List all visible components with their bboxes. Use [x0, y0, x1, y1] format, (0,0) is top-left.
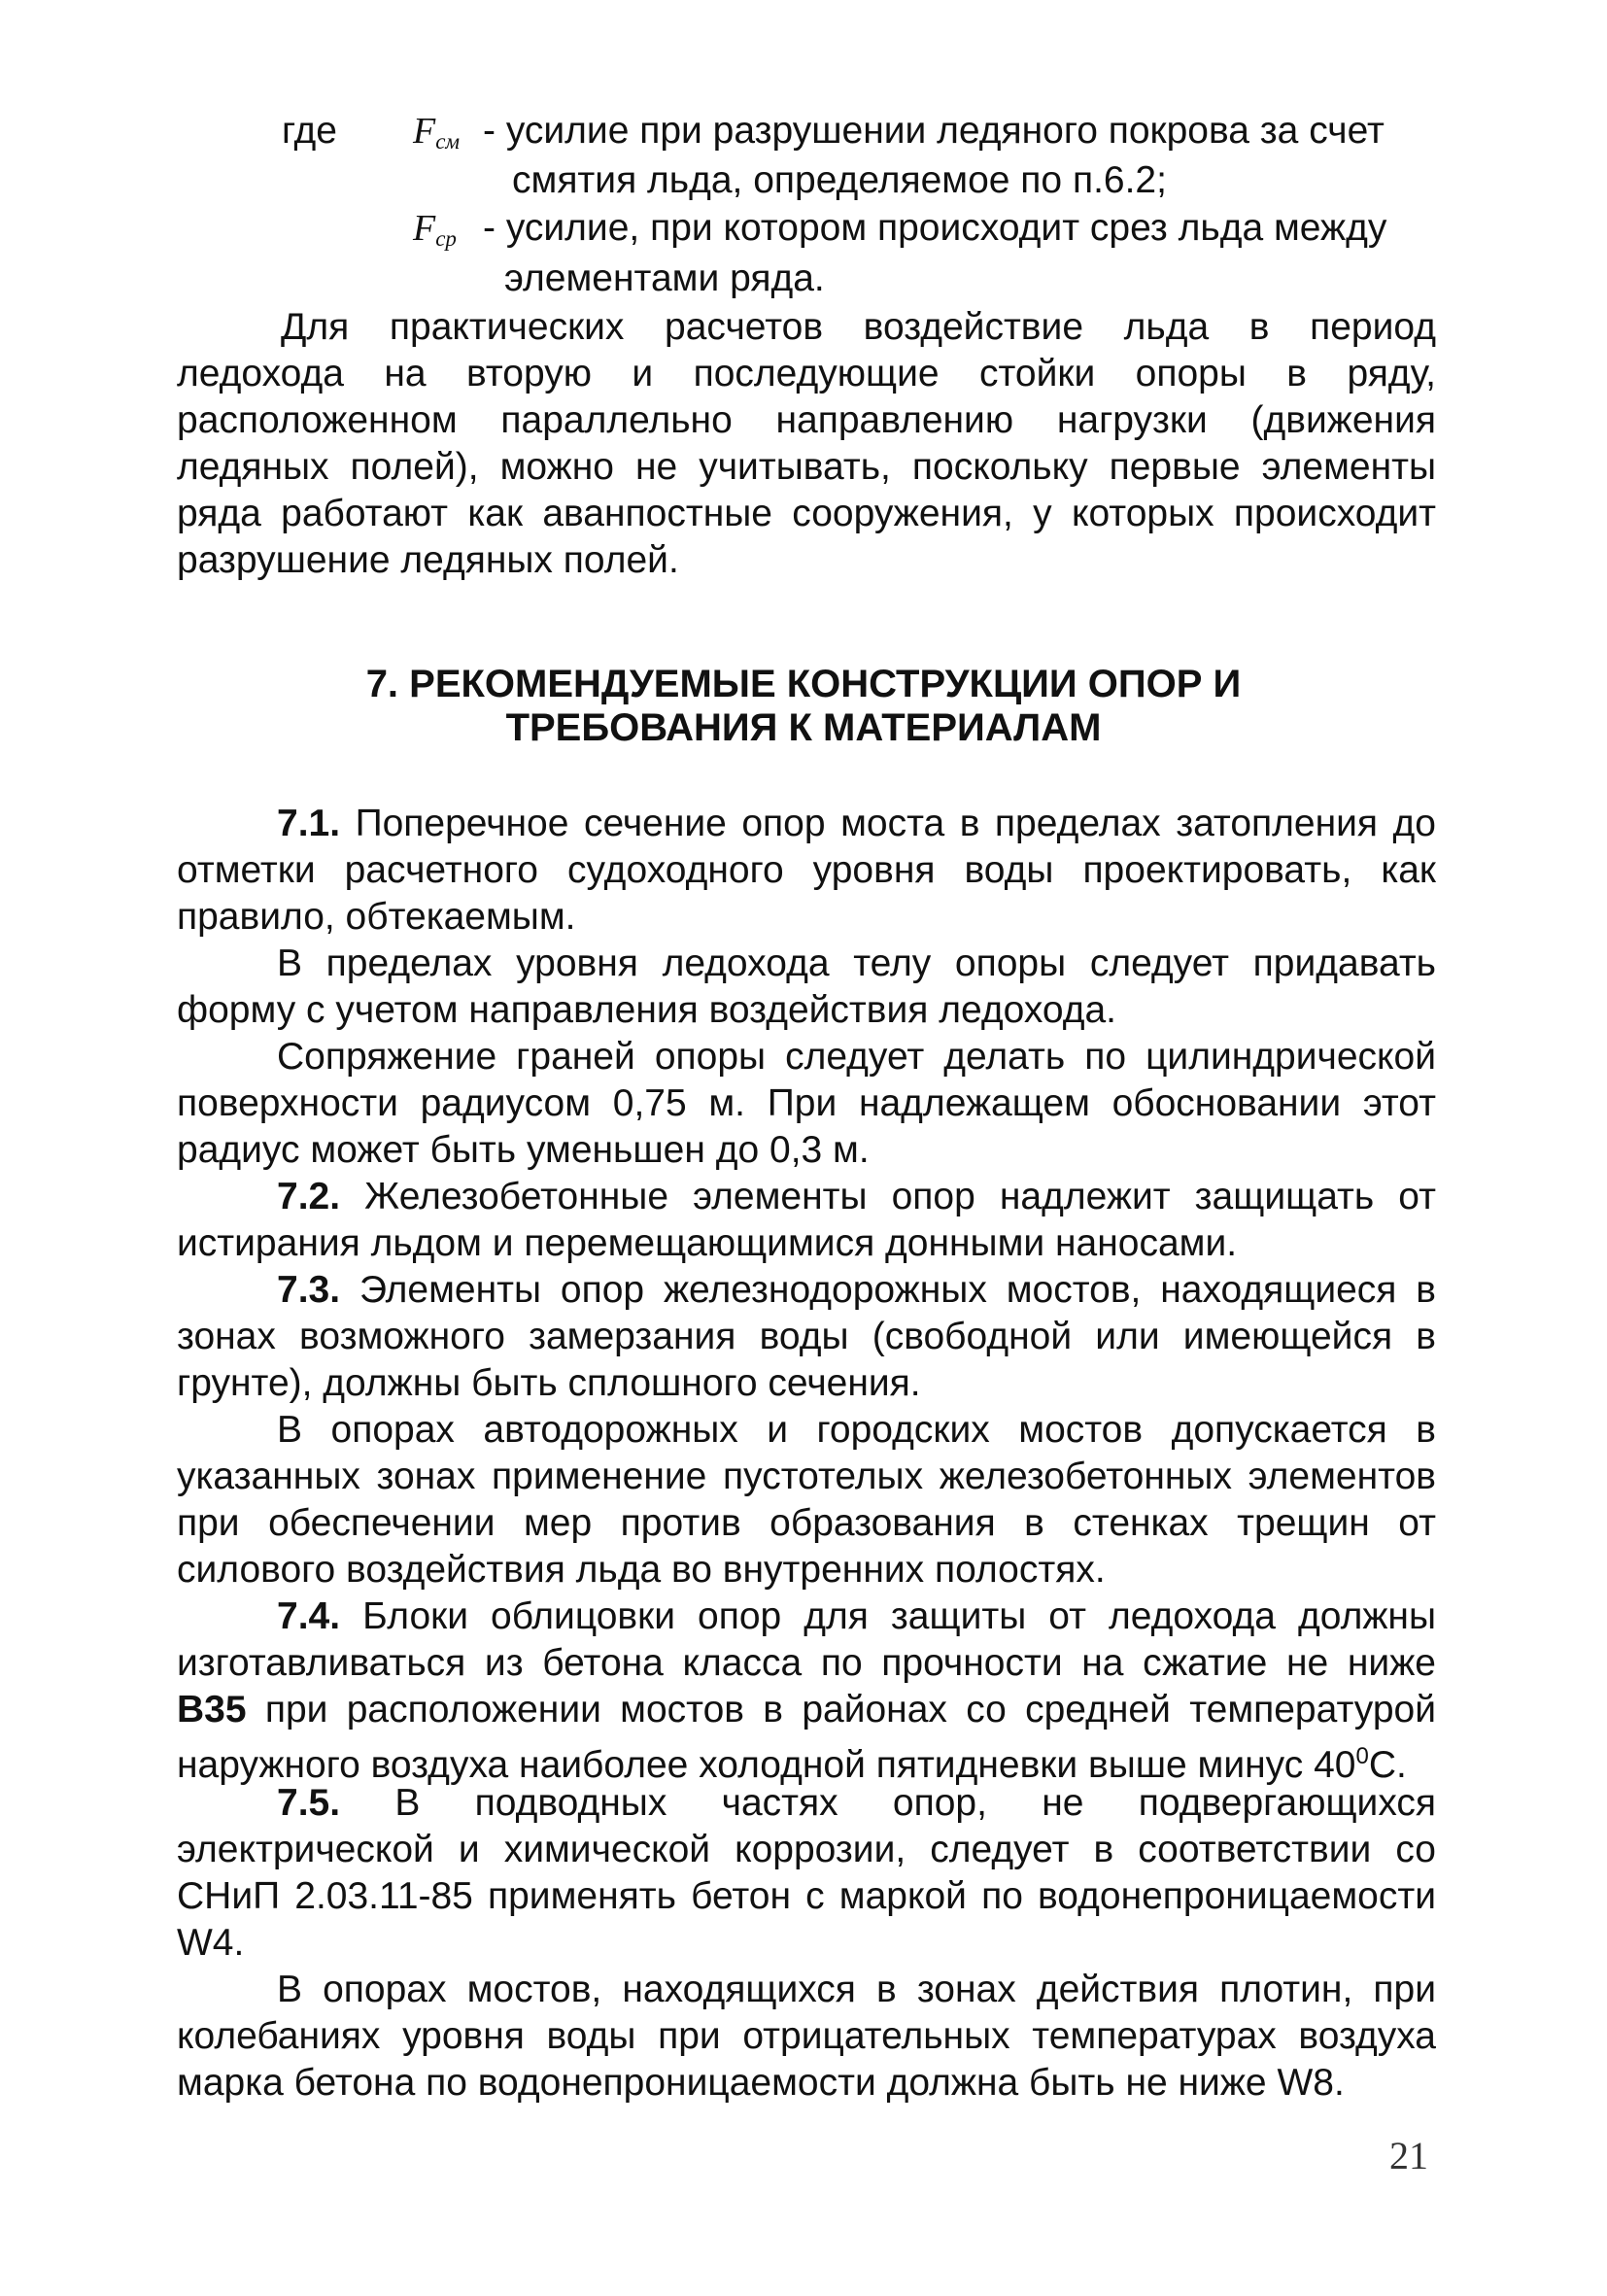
clause-7-1-para-c-line: Сопряжение граней опоры следует делать по цилиндрической — [277, 1036, 1436, 1078]
page-number: 21 — [1389, 2134, 1428, 2177]
clause-7-1-para-b-line: В пределах уровня ледохода телу опоры следует придавать — [277, 942, 1436, 984]
where-label: где — [282, 110, 337, 152]
paragraph-practical-line: Для практических расчетов воздействие льда в период — [281, 306, 1436, 348]
section-title-line-1: 7. РЕКОМЕНДУЕМЫЕ КОНСТРУКЦИИ ОПОР И — [365, 663, 1242, 705]
clause-number: 7.5. — [277, 1782, 341, 1824]
clause-7-1-line: правило, обтекаемым. — [177, 896, 576, 938]
clause-7-1-line: отметки расчетного судоходного уровня воды проектировать, как — [177, 849, 1436, 891]
clause-7-5-para-b-line: В опорах мостов, находящихся в зонах действия плотин, при — [277, 1969, 1436, 2010]
paragraph-practical-line: ряда работают как аванпостные сооружения, у которых происходит — [177, 493, 1436, 534]
clause-7-3-line: 7.3. Элементы опор железнодорожных мостов, находящиеся в — [277, 1269, 1437, 1311]
definition-1-line-2: смятия льда, определяемое по п.6.2; — [512, 159, 1167, 201]
symbol-f-sm: $F_{см}$ — [413, 111, 461, 154]
clause-7-3-line: зонах возможного замерзания воды (свободной или имеющейся в — [177, 1316, 1436, 1357]
clause-7-5-line: W4. — [177, 1922, 245, 1964]
clause-7-3-line: грунте), должны быть сплошного сечения. — [177, 1362, 921, 1404]
clause-7-4-line: В35 при расположении мостов в районах со средней температурой — [177, 1689, 1436, 1731]
clause-7-4-line: изготавливаться из бетона класса по прочности на сжатие не ниже — [177, 1642, 1436, 1684]
clause-number: 7.4. — [277, 1595, 341, 1637]
clause-7-3-para-b-line: указанных зонах применение пустотелых железобетонных элементов — [177, 1456, 1436, 1497]
clause-7-2-line: истирания льдом и перемещающимися донными наносами. — [177, 1222, 1238, 1264]
symbol-f-sr: $F_{ср}$ — [413, 208, 457, 251]
paragraph-practical-line: ледяных полей), можно не учитывать, поскольку первые элементы — [177, 446, 1436, 488]
clause-7-1-para-c-line: радиус может быть уменьшен до 0,3 м. — [177, 1129, 870, 1171]
clause-7-2-line: 7.2. Железобетонные элементы опор надлежит защищать от — [277, 1176, 1436, 1217]
clause-7-4-line: 7.4. Блоки облицовки опор для защиты от ледохода должны — [277, 1595, 1436, 1637]
clause-7-5-line: электрической и химической коррозии, следует в соответствии со — [177, 1829, 1436, 1870]
clause-7-5-line: 7.5. В подводных частях опор, не подвергающихся — [277, 1782, 1437, 1824]
section-title-line-2: ТРЕБОВАНИЯ К МАТЕРИАЛАМ — [505, 706, 1102, 749]
paragraph-practical-line: расположенном параллельно направлению нагрузки (движения — [177, 399, 1436, 441]
paragraph-practical-line: разрушение ледяных полей. — [177, 539, 679, 581]
definition-2-line-2: элементами ряда. — [504, 257, 825, 299]
clause-7-5-line: СНиП 2.03.11-85 применять бетон с маркой по водонепроницаемости — [177, 1875, 1436, 1917]
clause-7-1-para-c-line: поверхности радиусом 0,75 м. При надлежащем обосновании этот — [177, 1082, 1436, 1124]
concrete-class: В35 — [177, 1689, 247, 1731]
clause-7-5-para-b-line: марка бетона по водонепроницаемости должна быть не ниже W8. — [177, 2062, 1345, 2104]
clause-number: 7.3. — [277, 1269, 341, 1311]
clause-number: 7.2. — [277, 1176, 341, 1217]
clause-7-5-para-b-line: колебаниях уровня воды при отрицательных температурах воздуха — [177, 2015, 1436, 2057]
clause-7-3-para-b-line: силового воздействия льда во внутренних полостях. — [177, 1549, 1106, 1591]
clause-number: 7.1. — [277, 803, 341, 844]
clause-7-1-line: 7.1. Поперечное сечение опор моста в пределах затопления до — [277, 803, 1436, 844]
clause-7-4-line: наружного воздуха наиболее холодной пятидневки выше минус $40^0С$. — [177, 1743, 1407, 1786]
paragraph-practical-line: ледохода на вторую и последующие стойки опоры в ряду, — [177, 353, 1436, 394]
definition-1-line-1: - усилие при разрушении ледяного покрова за счет — [483, 110, 1385, 152]
definition-2-line-1: - усилие, при котором происходит срез льда между — [483, 207, 1387, 249]
clause-7-3-para-b-line: В опорах автодорожных и городских мостов допускается в — [277, 1409, 1436, 1451]
clause-7-1-para-b-line: форму с учетом направления воздействия ледохода. — [177, 989, 1117, 1031]
clause-7-3-para-b-line: при обеспечении мер против образования в стенках трещин от — [177, 1502, 1436, 1544]
